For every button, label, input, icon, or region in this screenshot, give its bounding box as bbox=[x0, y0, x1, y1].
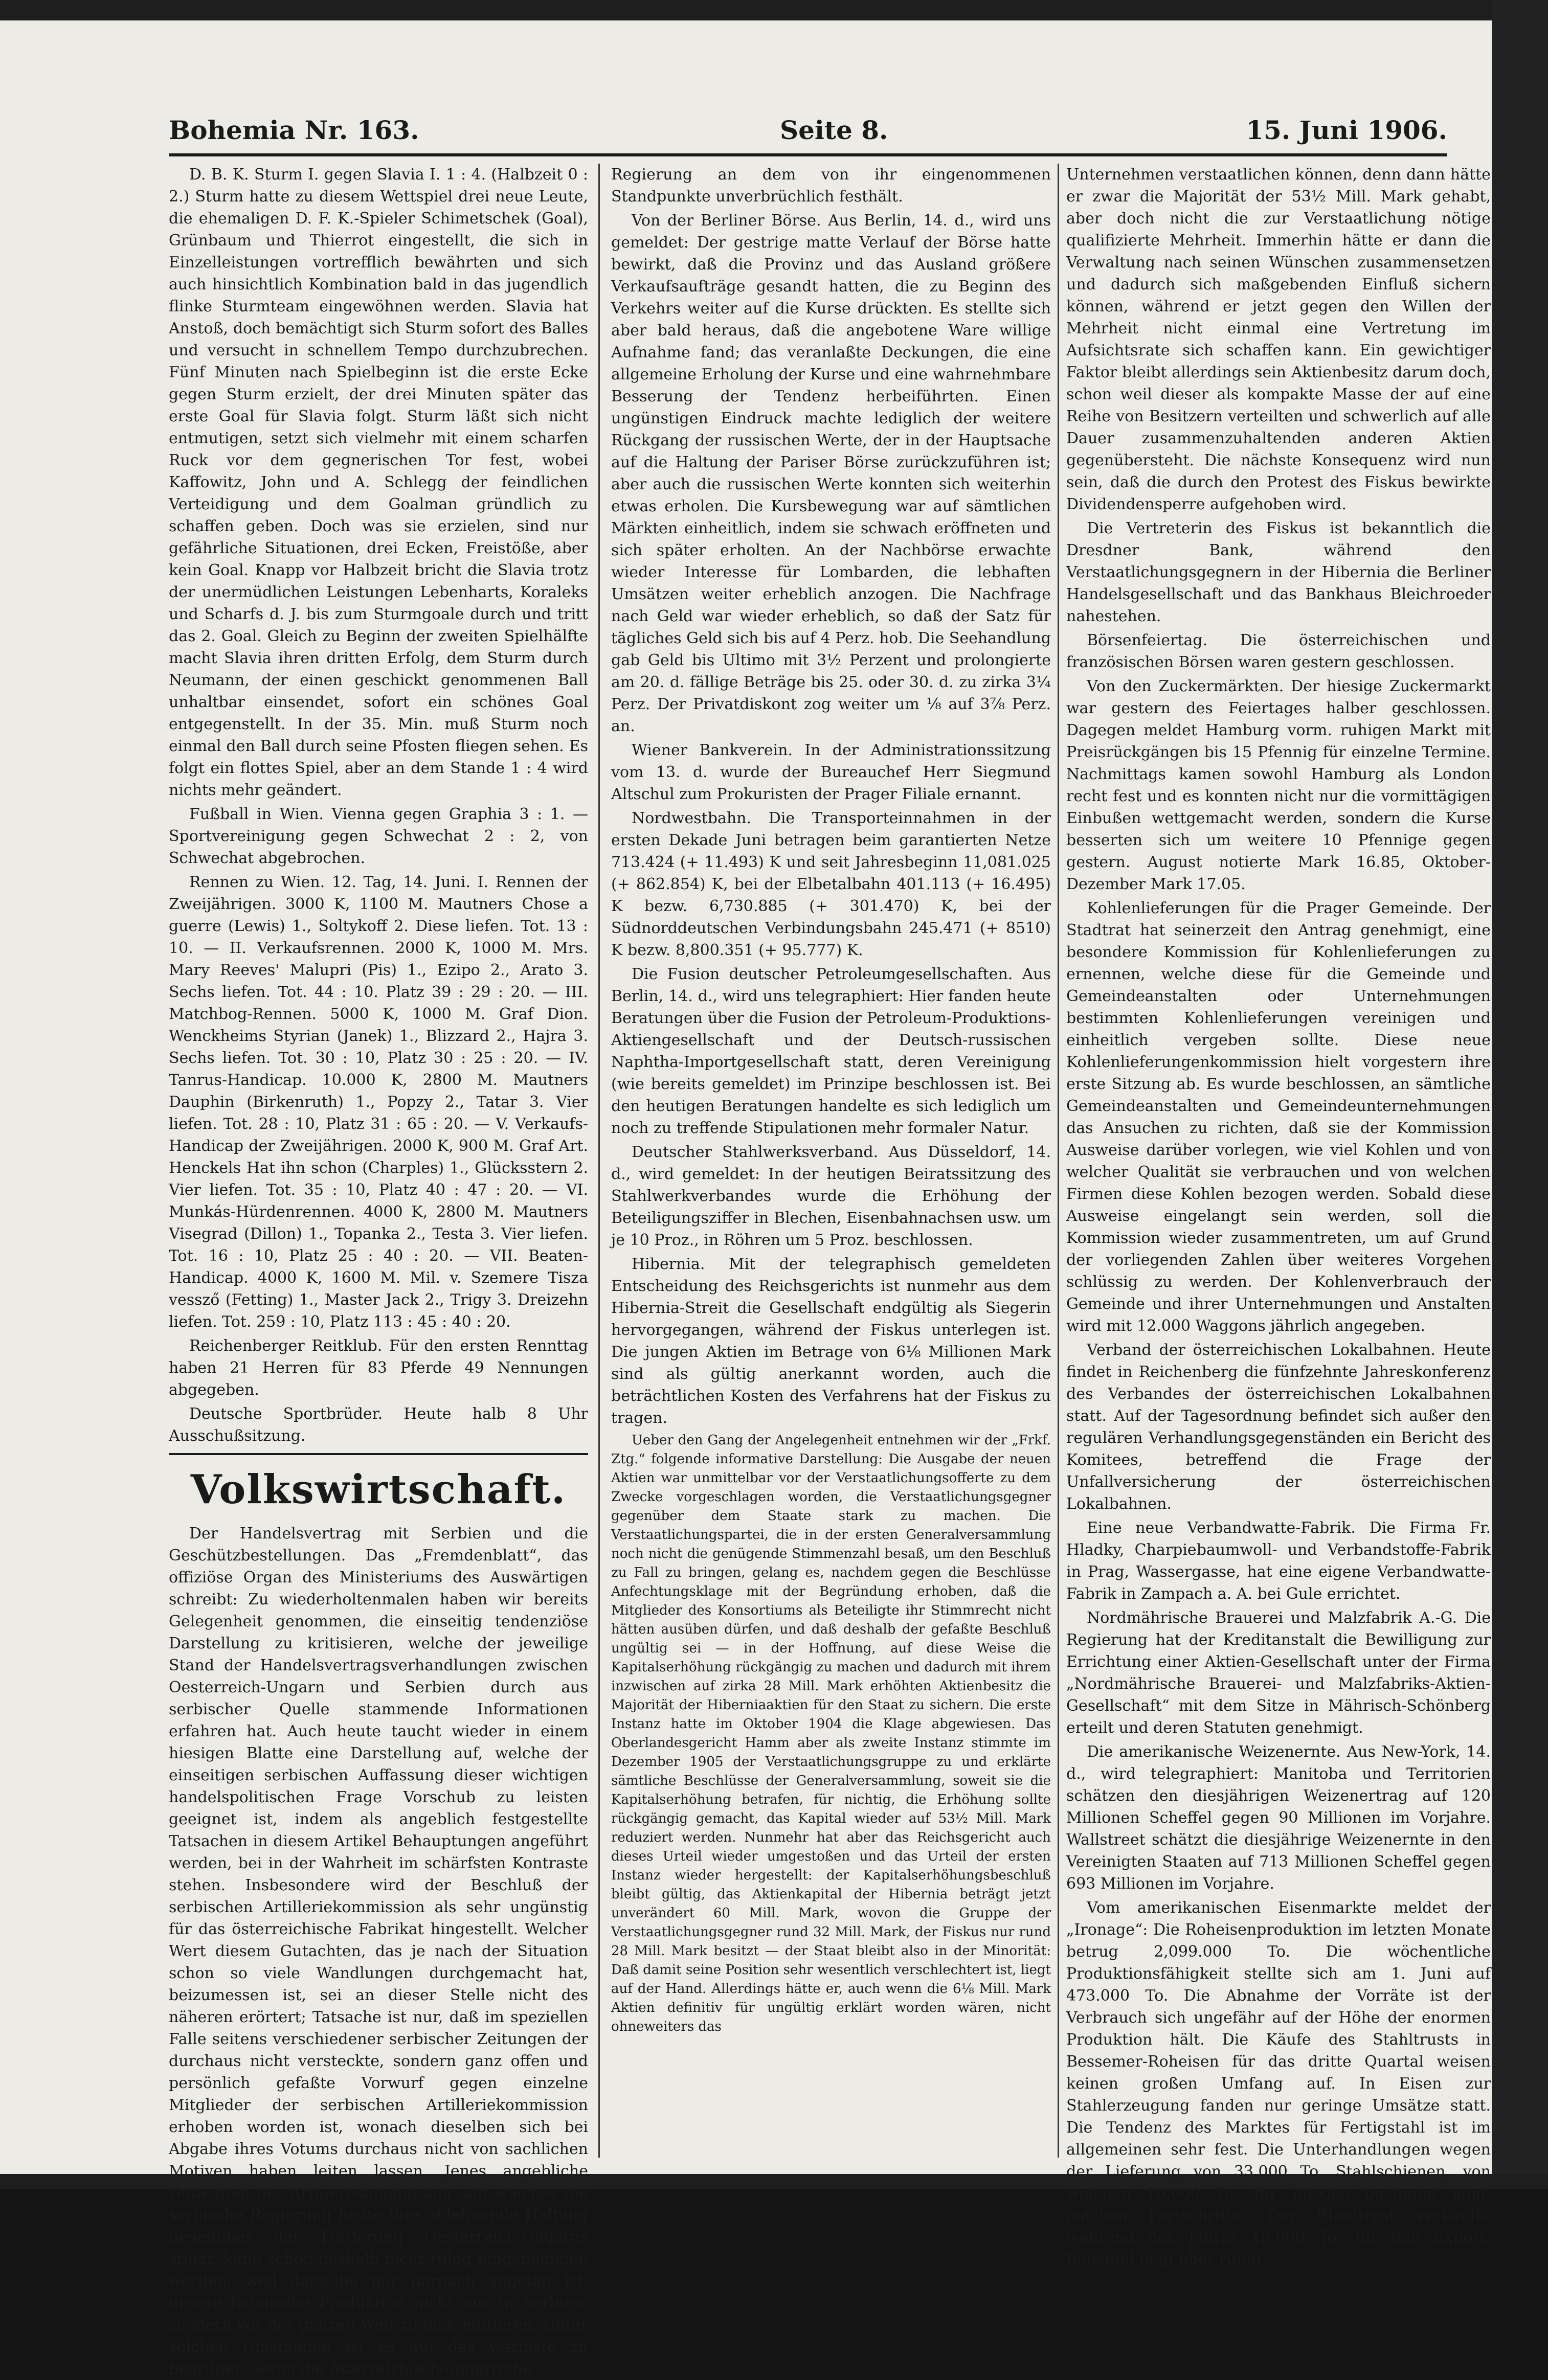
column-divider-2 bbox=[1058, 164, 1059, 2158]
article-kohlenlieferungen: Kohlenlieferungen für die Prager Gemeinde. Der Stadtrat hat seinerzeit den Antrag genehmigt, eine besondere Kommission für Kohlenlieferungen zu ernennen, welche diese für die Gemeinde und Gemeindeanstalten oder Unternehmungen bestimmten Kohlenlieferungen vereinigen und einheitlich vergeben sollte. Diese neue Kohlenlieferungenkommission hielt vorgestern ihre erste Sitzung ab. Es wurde beschlossen, an sämtliche Gemeindeanstalten und Gemeindeunternehmungen das Ansuchen zu richten, daß sie der Kommission Ausweise darüber vorlegen, wie viel Kohlen und von welcher Qualität sie verbrauchen und von welchen Firmen diese Kohlen bezogen werden. Sobald diese Ausweise eingelangt sein werden, soll die Kommission wieder zusammentreten, um auf Grund der vorliegenden Zahlen über weiteres Vorgehen schlüssig zu werden. Der Kohlenverbrauch der Gemeinde und ihrer Unternehmungen und Anstalten wird mit 12.000 Waggons jährlich angegeben. bbox=[1066, 899, 1491, 1335]
article-continuation: Regierung an dem von ihr eingenommenen Standpunkte unverbrüchlich festhält. bbox=[611, 166, 1051, 206]
article-weizenernte: Die amerikanische Weizenernte. Aus New-York, 14. d., wird telegraphiert: Manitoba und Territorien schätzen den diesjährigen Weizenertrag auf 120 Millionen Scheffel gegen 90 Millionen im Vorjahre. Wallstreet schätzt die diesjährige Weizenernte in den Vereinigten Staaten auf 713 Millionen Scheffel gegen 693 Millionen im Vorjahre. bbox=[1066, 1743, 1491, 1893]
column-1 bbox=[169, 164, 588, 2378]
article-fiskus-vertreterin: Die Vertreterin des Fiskus ist bekanntlich die Dresdner Bank, während den Verstaatlichungsgegnern in der Hibernia die Berliner Handelsgesellschaft und das Bankhaus Bleichroeder nahestehen. bbox=[1066, 519, 1491, 625]
header-date: 15. Juni 1906. bbox=[1246, 115, 1447, 145]
article-nordwestbahn: Nordwestbahn. Die Transporteinnahmen in der ersten Dekade Juni betragen beim garantierten Netze 713.424 (+ 11.493) K und seit Jahresbeginn 11,081.025 (+ 862.854) K, bei der Elbetalbahn 401.113 (+ 16.495) K bezw. 6,730.885 (+ 301.470) K, bei der Südnorddeutschen Verbindungsbahn 245.471 (+ 8510) K bezw. 8,800.351 (+ 95.777) K. bbox=[611, 809, 1051, 959]
header-page-number: Seite 8. bbox=[780, 115, 888, 145]
article-hibernia-detail: Ueber den Gang der Angelegenheit entnehmen wir der „Frkf. Ztg.“ folgende informative Darstellung: Die Ausgabe der neuen Aktien war unmittelbar vor der Verstaatlichungsofferte zu dem Zwecke vorgeschlagen worden, die Verstaatlichungsgegner gegenüber dem Staate stark zu machen. Die Verstaatlichungspartei, die in der ersten Generalversammlung noch nicht die genügende Stimmenzahl besaß, um den Beschluß zu Fall zu bringen, gelang es, nachdem gegen die Beschlüsse Anfechtungsklage mit der Begründung erhoben, daß die Mitglieder des Konsortiums als Beteiligte ihr Stimmrecht nicht hätten ausüben dürfen, und daß deshalb der gefaßte Beschluß ungültig sei — in der Hoffnung, auf diese Weise die Kapitalserhöhung rückgängig zu machen und dadurch mit ihrem inzwischen auf zirka 28 Mill. Mark erhöhten Aktienbesitz die Majorität der Hiberniaaktien für den Staat zu sichern. Die erste Instanz hatte im Oktober 1904 die Klage abgewiesen. Das Oberlandesgericht Hamm aber als zweite Instanz stimmte im Dezember 1905 der Verstaatlichungsgruppe zu und erklärte sämtliche Beschlüsse der Generalversammlung, soweit sie die Kapitalserhöhung betrafen, für nichtig, die Erhöhung sollte rückgängig gemacht, das Kapital wieder auf 53½ Mill. Mark reduziert werden. Nunmehr hat aber das Reichsgericht auch dieses Urteil wieder umgestoßen und das Urteil der ersten Instanz wieder hergestellt: der Kapitalserhöhungsbeschluß bleibt gültig, das Aktienkapital der Hibernia beträgt jetzt unverändert 60 Mill. Mark, wovon die Gruppe der Verstaatlichungsgegner rund 32 Mill. Mark, der Fiskus nur rund 28 Mill. Mark besitzt — der Staat bleibt also in der Minorität: Daß damit seine Position sehr wesentlich verschlechtert ist, liegt auf der Hand. Allerdings hätte er, auch wenn die 6⅛ Mill. Mark Aktien definitiv für ungültig erklärt worden wären, nicht ohneweiters das bbox=[611, 1433, 1051, 2034]
article-wiener-bankverein: Wiener Bankverein. In der Administrationssitzung vom 13. d. wurde der Bureauchef Herr Siegmund Altschul zum Prokuristen der Prager Filiale ernannt. bbox=[611, 741, 1051, 803]
article-hibernia-continuation: Unternehmen verstaatlichen können, denn dann hätte er zwar die Majorität der 53½ Mill. Mark gehabt, aber doch nicht die zur Verstaatlichung nötige qualifizierte Mehrheit. Immerhin hätte er dann die Verwaltung nach seinen Wünschen zusammensetzen und dadurch sich maßgebenden Einfluß sichern können, während er jetzt gegen den Willen der Mehrheit nicht einmal eine Vertretung im Aufsichtsrate sich schaffen kann. Ein gewichtiger Faktor bleibt allerdings sein Aktienbesitz darum doch, schon weil dieser als kompakte Masse der auf eine Reihe von Besitzern verteilten und schwerlich auf alle Dauer zusammenzuhaltenden anderen Aktien gegenübersteht. Die nächste Konsequenz wird nun sein, daß die durch den Protest des Fiskus bewirkte Dividendensperre aufgehoben wird. bbox=[1066, 166, 1491, 513]
scan-border-top bbox=[0, 0, 1548, 20]
article-reitklub: Reichenberger Reitklub. Für den ersten Rennttag haben 21 Herren für 83 Pferde 49 Nennungen abgegeben. bbox=[169, 1337, 588, 1399]
article-stahlwerksverband: Deutscher Stahlwerksverband. Aus Düsseldorf, 14. d., wird gemeldet: In der heutigen Beiratssitzung des Stahlwerkverbandes wurde die Erhöhung der Beteiligungsziffer in Blechen, Eisenbahnachsen usw. um je 10 Proz., in Röhren um 5 Proz. beschlossen. bbox=[611, 1143, 1051, 1249]
section-title: Volkswirtschaft. bbox=[190, 1466, 567, 1513]
article-sportbrueder: Deutsche Sportbrüder. Heute halb 8 Uhr Ausschußsitzung. bbox=[169, 1405, 588, 1445]
page-header bbox=[169, 115, 1447, 156]
article-verbandwatte: Eine neue Verbandwatte-Fabrik. Die Firma Fr. Hladky, Charpiebaumwoll- und Verbandstoffe-Fabrik in Prag, Wassergasse, hat eine eigene Verbandwatte-Fabrik in Zampach a. A. bei Gule errichtet. bbox=[1066, 1519, 1491, 1603]
article-handelsvertrag-serbien: Der Handelsvertrag mit Serbien und die Geschützbestellungen. Das „Fremdenblatt“, das offiziöse Organ des Ministeriums des Auswärtigen schreibt: Zu wiederholtenmalen haben wir bereits Gelegenheit genommen, die einseitig tendenziöse Darstellung zu kritisieren, welche der jeweilige Stand der Handelsvertragsverhandlungen zwischen Oesterreich-Ungarn und Serbien durch aus serbischer Quelle stammende Informationen erfahren hat. Auch heute taucht wieder in einem hiesigen Blatte eine Darstellung auf, welche der einseitigen serbischen Auffassung dieser wichtigen handelspolitischen Frage Vorschub zu leisten geeignet ist, indem als angeblich festgestellte Tatsachen in diesem Artikel Behauptungen angeführt werden, bei in der Wahrheit im schärfsten Kontraste stehen. Insbesondere wird der Beschluß der serbischen Artilleriekommission als sehr ungünstig für das österreichische Fabrikat hingestellt. Welcher Wert diesem Gutachten, das je nach der Situation schon so viele Wandlungen durchgemacht hat, beizumessen ist, sei an dieser Stelle nicht des näheren erörtert; Tatsache ist nur, daß im speziellen Falle seitens verschiedener serbischer Zeitungen der durchaus nicht versteckte, sondern ganz offen und persönlich gefaßte Vorwurf gegen einzelne Mitglieder der serbischen Artilleriekommission erhoben worden ist, wonach dieselben sich bei Abgabe ihres Votums durchaus nicht von sachlichen Motiven haben leiten lassen. Jenes angebliche Gutachten der Artilleriekommission, auf welches die serbische Regierung heute ihre ablehnende Haltung gegenüber der Forderung Oesterreich-Ungarns stützt, kann schon deshalb nicht ruhig hingenommen werden, weil dasselbe nur darnach angetan ist, unsere heimische Produktion nicht nur in Serbien, sondern vor der ganzen Welt zu diskreditieren. Unter solchen Umständen ist es auf das wärmste zu begrüßen, wenn die österreichisch-ungarische bbox=[169, 1525, 588, 2378]
article-rennen-wien: Rennen zu Wien. 12. Tag, 14. Juni. I. Rennen der Zweijährigen. 3000 K, 1100 M. Mautners Chose a guerre (Lewis) 1., Soltykoff 2. Diese liefen. Tot. 13 : 10. — II. Verkaufsrennen. 2000 K, 1000 M. Mrs. Mary Reeves' Malupri (Pis) 1., Ezipo 2., Arato 3. Sechs liefen. Tot. 44 : 10. Platz 39 : 29 : 20. — III. Matchbog-Rennen. 5000 K, 1000 M. Graf Dion. Wenckheims Styrian (Janek) 1., Blizzard 2., Hajra 3. Sechs liefen. Tot. 30 : 10, Platz 30 : 25 : 20. — IV. Tanrus-Handicap. 10.000 K, 2800 M. Mautners Dauphin (Birkenruth) 1., Popzy 2., Tatar 3. Vier liefen. Tot. 28 : 10, Platz 31 : 65 : 20. — V. Verkaufs-Handicap der Zweijährigen. 2000 K, 900 M. Graf Art. Henckels Hat ihn schon (Charples) 1., Glücksstern 2. Vier liefen. Tot. 35 : 10, Platz 40 : 47 : 20. — VI. Munkás-Hürdenrennen. 4000 K, 2800 M. Mautners Visegrad (Dillon) 1., Topanka 2., Testa 3. Vier liefen. Tot. 16 : 10, Platz 25 : 40 : 20. — VII. Beaten-Handicap. 4000 K, 1600 M. Mil. v. Szemere Tisza vessző (Fetting) 1., Master Jack 2., Trigy 3. Dreizehn liefen. Tot. 259 : 10, Platz 113 : 45 : 40 : 20. bbox=[169, 873, 588, 1331]
article-boersenfeiertag: Börsenfeiertag. Die österreichischen und französischen Börsen waren gestern geschlossen. bbox=[1066, 631, 1491, 671]
article-zuckermaerkte: Von den Zuckermärkten. Der hiesige Zuckermarkt war gestern des Feiertages halber geschlossen. Dagegen meldet Hamburg vorm. ruhigen Markt mit Preisrückgängen bis 15 Pfennig für einzelne Termine. Nachmittags kamen sowohl Hamburg als London recht fest und es konnten nicht nur die vormittägigen Einbußen wettgemacht werden, sondern die Kurse besserten sich um weitere 10 Pfennige gegen gestern. August notierte Mark 16.85, Oktober-Dezember Mark 17.05. bbox=[1066, 677, 1491, 893]
article-sturm-slavia: D. B. K. Sturm I. gegen Slavia I. 1 : 4. (Halbzeit 0 : 2.) Sturm hatte zu diesem Wettspiel drei neue Leute, die ehemaligen D. F. K.-Spieler Schimetschek (Goal), Grünbaum und Thierrot eingestellt, die sich in Einzelleistungen vortrefflich bewährten und sich auch hinsichtlich Kombination bald in das jugendlich flinke Sturmteam eingewöhnen werden. Slavia hat Anstoß, doch bemächtigt sich Sturm sofort des Balles und versucht in schnellem Tempo durchzubrechen. Fünf Minuten nach Spielbeginn ist die erste Ecke gegen Sturm erzielt, der drei Minuten später das erste Goal für Slavia folgt. Sturm läßt sich nicht entmutigen, setzt sich vielmehr mit einem scharfen Ruck vor dem gegnerischen Tor fest, wobei Kaffowitz, John und A. Schlegg der feindlichen Verteidigung und dem Goalman gründlich zu schaffen geben. Doch was sie erzielen, sind nur gefährliche Situationen, drei Ecken, Freistöße, aber kein Goal. Knapp vor Halbzeit bricht die Slavia trotz der unermüdlichen Leistungen Lebenharts, Koraleks und Scharfs d. J. bis zum Sturmgoale durch und tritt das 2. Goal. Gleich zu Beginn der zweiten Spielhälfte macht Slavia ihren dritten Erfolg, dem Sturm durch Neumann, der einen geschickt genommenen Ball unhaltbar einsendet, sofort ein schönes Goal entgegenstellt. In der 35. Min. muß Sturm noch einmal den Ball durch seine Pfosten fliegen sehen. Es folgt ein flottes Spiel, aber an dem Stande 1 : 4 wird nichts mehr geändert. bbox=[169, 166, 588, 799]
article-hibernia: Hibernia. Mit der telegraphisch gemeldeten Entscheidung des Reichsgerichts ist nunmehr aus dem Hibernia-Streit die Gesellschaft endgültig als Siegerin hervorgegangen, während der Fiskus unterlegen ist. Die jungen Aktien im Betrage von 6⅛ Millionen Mark sind als gültig anerkannt worden, auch die beträchtlichen Kosten des Verfahrens hat der Fiskus zu tragen. bbox=[611, 1255, 1051, 1427]
article-petroleum-fusion: Die Fusion deutscher Petroleumgesellschaften. Aus Berlin, 14. d., wird uns telegraphiert: Hier fanden heute Beratungen über die Fusion der Petroleum-Produktions-Aktiengesellschaft und der Deutsch-russischen Naphtha-Importgesellschaft statt, deren Vereinigung (wie bereits gemeldet) im Prinzipe beschlossen ist. Bei den heutigen Beratungen handelte es sich lediglich um noch zu treffende Stipulationen mehr formaler Natur. bbox=[611, 965, 1051, 1137]
header-issue: Bohemia Nr. 163. bbox=[169, 115, 419, 145]
article-fussball-wien: Fußball in Wien. Vienna gegen Graphia 3 : 1. — Sportvereinigung gegen Schwechat 2 : 2, von Schwechat abgebrochen. bbox=[169, 805, 588, 867]
article-lokalbahnen: Verband der österreichischen Lokalbahnen. Heute findet in Reichenberg die fünfzehnte Jahreskonferenz des Verbandes der österreichischen Lokalbahnen statt. Auf der Tagesordnung befindet sich außer den regulären Verhandlungsgegenständen ein Bericht des Komitees, betreffend die Frage der Unfallversicherung der österreichischen Lokalbahnen. bbox=[1066, 1341, 1491, 1513]
scan-border-right bbox=[1492, 0, 1548, 2189]
article-nordmaehrische-brauerei: Nordmährische Brauerei und Malzfabrik A.-G. Die Regierung hat der Kreditanstalt die Bewilligung zur Errichtung einer Aktien-Gesellschaft unter der Firma „Nordmährische Brauerei- und Malzfabriks-Aktien-Gesellschaft“ mit dem Sitze in Mährisch-Schönberg erteilt und deren Statuten genehmigt. bbox=[1066, 1609, 1491, 1737]
article-berliner-boerse: Von der Berliner Börse. Aus Berlin, 14. d., wird uns gemeldet: Der gestrige matte Verlauf der Börse hatte bewirkt, daß die Provinz und das Ausland größere Verkaufsaufträge gesandt hatten, die zu Beginn des Verkehrs weiter auf die Kurse drückten. Es stellte sich aber bald heraus, daß die angebotene Ware willige Aufnahme fand; das veranlaßte Deckungen, die eine allgemeine Erholung der Kurse und eine wahrnehmbare Besserung der Tendenz herbeiführten. Einen ungünstigen Eindruck machte lediglich der weitere Rückgang der russischen Werte, der in der Hauptsache auf die Haltung der Pariser Börse zurückzuführen ist; aber auch die russischen Werte konnten sich weiterhin etwas erholen. Die Kursbewegung war auf sämtlichen Märkten einheitlich, indem sie schwach eröffneten und sich später erholten. An der Nachbörse erwachte wieder Interesse für Lombarden, die lebhaften Umsätzen weiter erheblich anzogen. Die Nachfrage nach Geld war wieder erheblich, so daß der Satz für tägliches Geld sich bis auf 4 Perz. hob. Die Seehandlung gab Geld bis Ultimo mit 3½ Perzent und prolongierte am 20. d. fällige Beträge bis 25. oder 30. d. zu zirka 3¼ Perz. Der Privatdiskont zog weiter um ⅛ auf 3⅞ Perz. an. bbox=[611, 212, 1051, 735]
section-separator bbox=[169, 1453, 588, 1455]
column-divider-1 bbox=[598, 164, 600, 2158]
column-3 bbox=[1066, 164, 1491, 2269]
article-eisenmarkt: Vom amerikanischen Eisenmarkte meldet der „Ironage“: Die Roheisenproduktion im letzten Monate betrug 2,099.000 To. Die wöchentliche Produktionsfähigkeit stellte sich am 1. Juni auf 473.000 To. Die Abnahme der Vorräte ist der Verbrauch sich ungefähr auf der Höhe der enormen Produktion hält. Die Käufe des Stahltrusts in Bessemer-Roheisen für das dritte Quartal weisen keinen großen Umfang auf. In Eisen zur Stahlerzeugung fanden nur geringe Umsätze statt. Die Tendenz des Marktes für Fertigstahl ist im allgemeinen sehr fest. Die Unterhandlungen wegen der Lieferung von 33.000 To. Stahlschienen, von welchen 10.000 To. für Mexiko bestimmt sind, machen Fortschritte. Der Stahltrust verkaufte während des Jahres 18.000 To. für den Export. Baustahl liegt eher ruhig. bbox=[1066, 1899, 1491, 2269]
column-2 bbox=[611, 164, 1051, 2158]
header-rule bbox=[169, 153, 1447, 156]
